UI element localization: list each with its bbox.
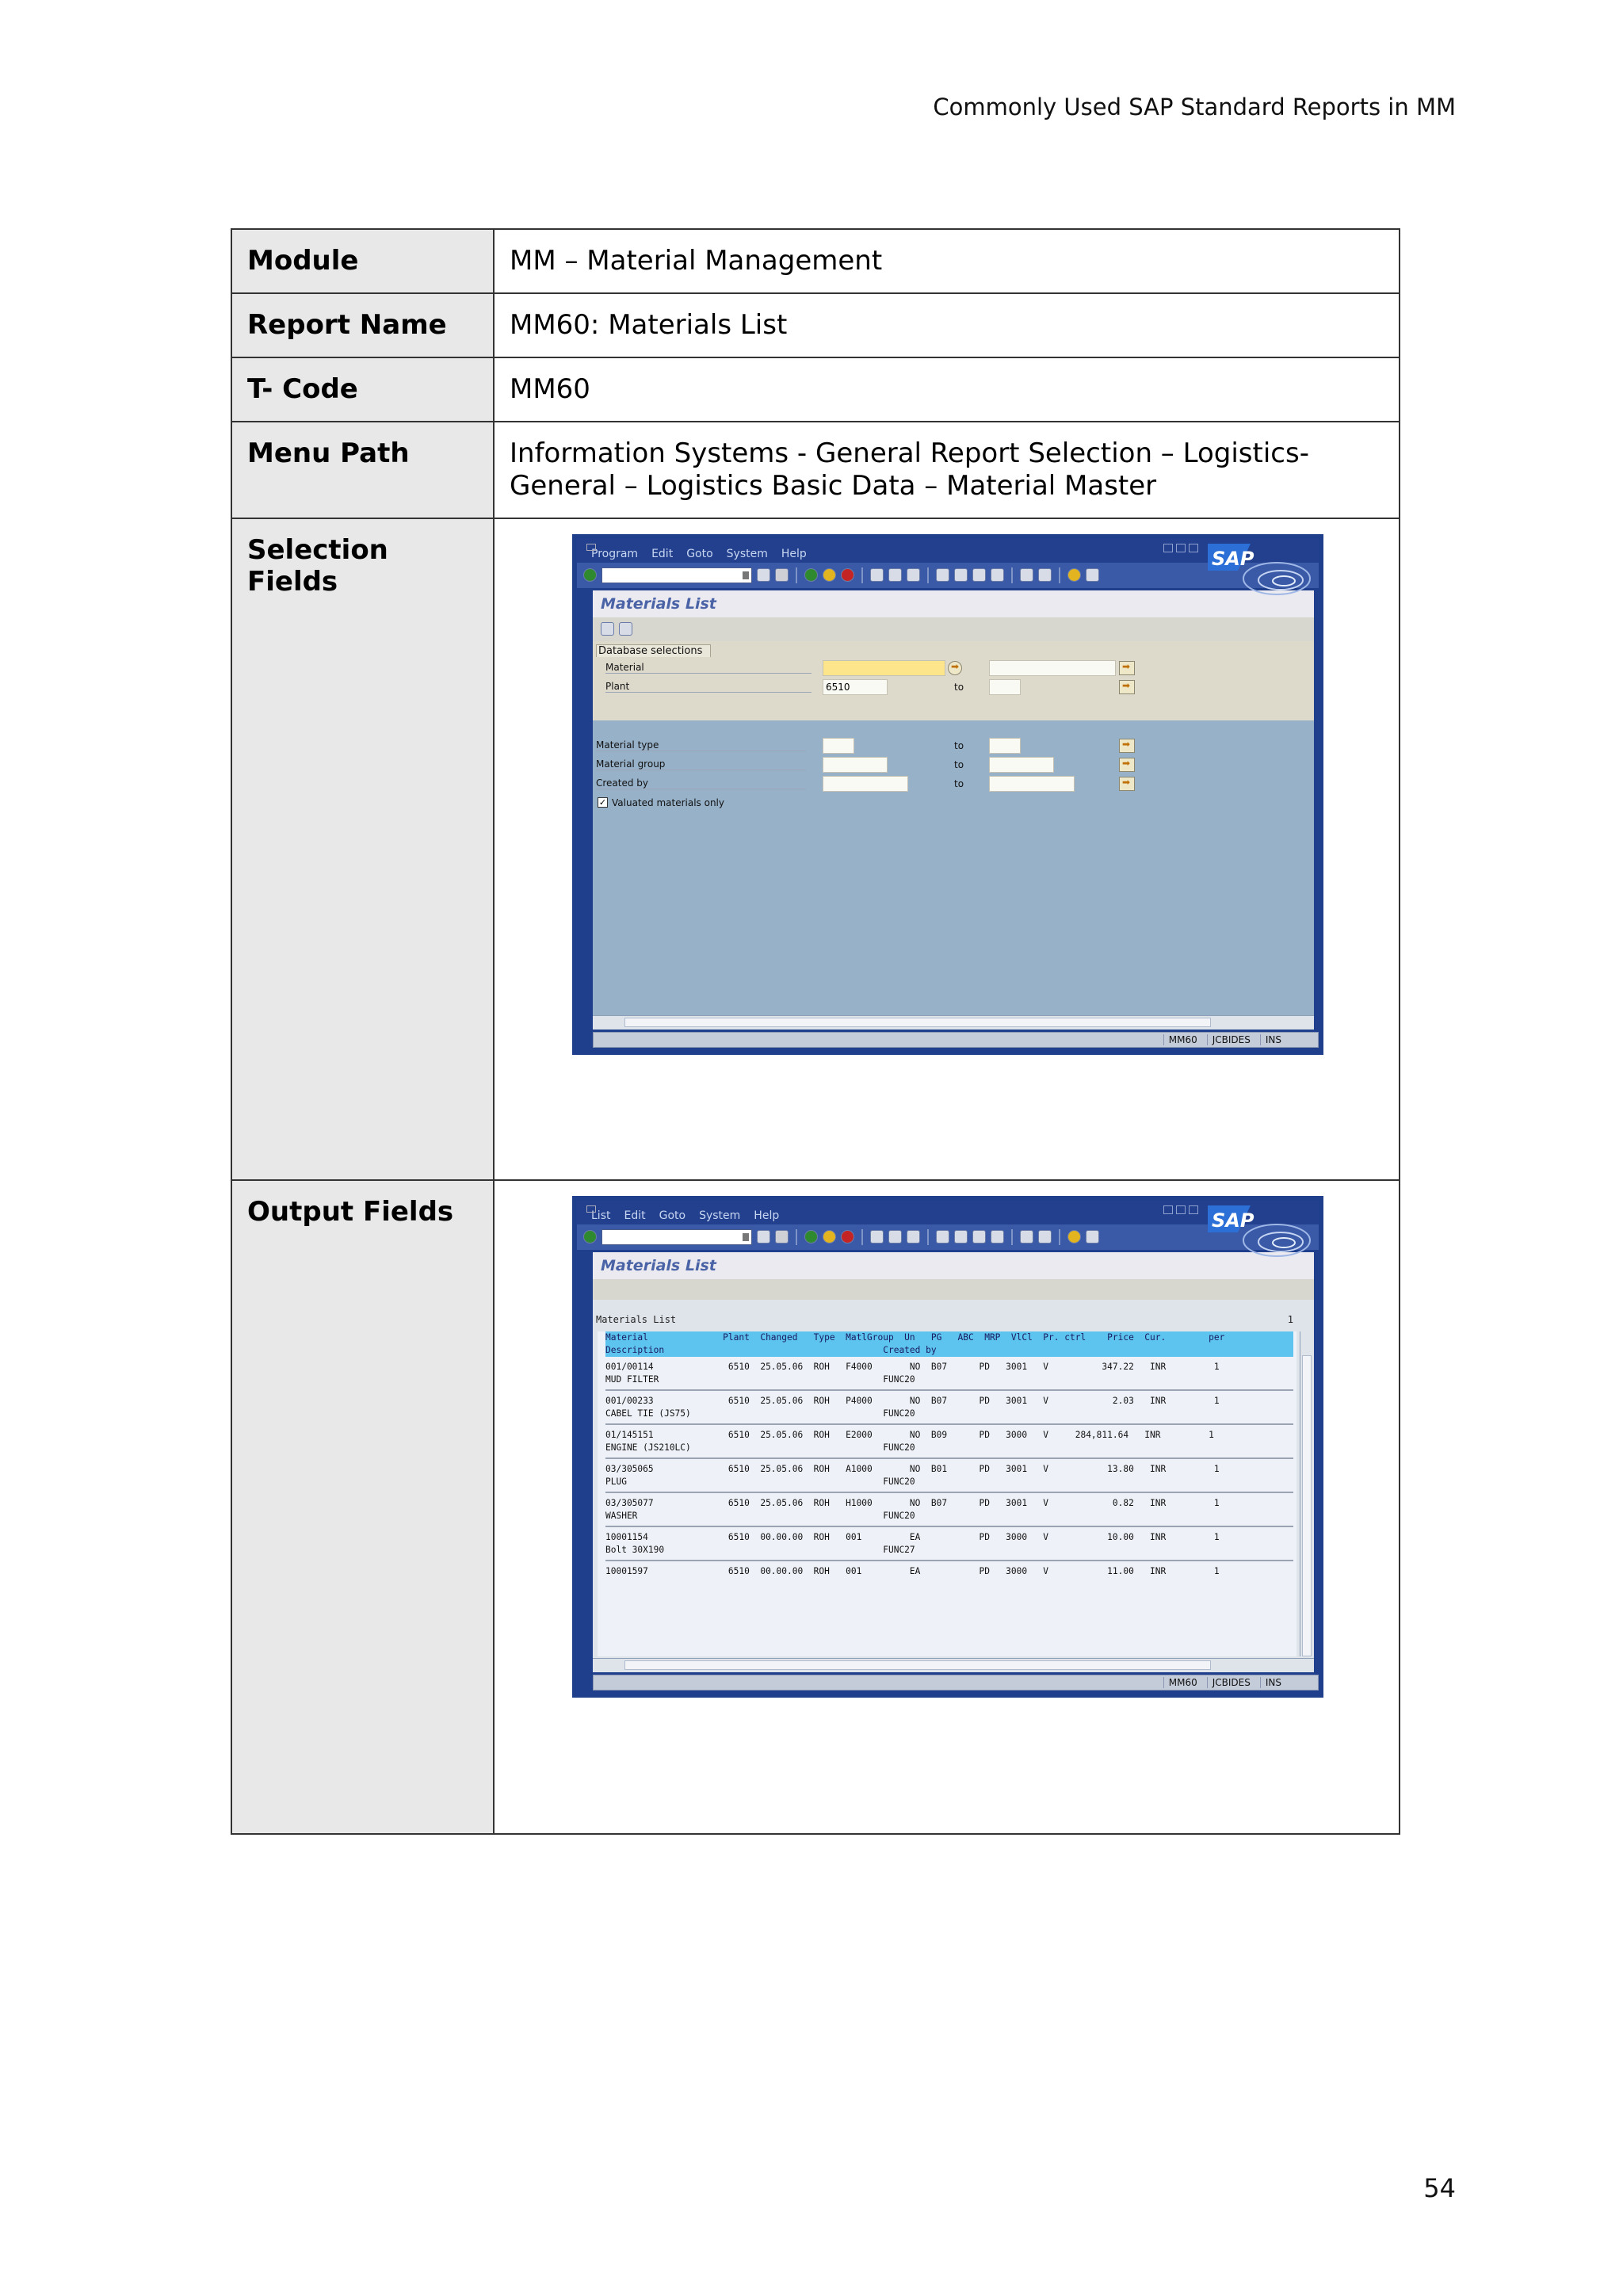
find-icon[interactable]	[888, 1230, 902, 1244]
menu-edit[interactable]: Edit	[651, 547, 674, 560]
menu-system[interactable]: System	[699, 1209, 741, 1222]
horizontal-scrollbar[interactable]	[593, 1658, 1314, 1672]
status-bar	[577, 1030, 1319, 1050]
module-label: Module	[231, 229, 494, 293]
report-name-label: Report Name	[231, 293, 494, 357]
find-icon[interactable]	[888, 568, 902, 582]
next-page-icon[interactable]	[972, 1230, 986, 1244]
last-page-icon[interactable]	[991, 1230, 1004, 1244]
screen-title: Materials List	[593, 1252, 1314, 1279]
list-page-number: 1	[1287, 1313, 1293, 1325]
material-to-input[interactable]	[989, 660, 1116, 676]
status-mode: INS	[1260, 1677, 1286, 1688]
close-window-icon[interactable]	[1189, 1205, 1198, 1214]
valuated-only-checkbox[interactable]: ✓	[598, 797, 607, 808]
output-screenshot-cell	[494, 1180, 1400, 1834]
window-icon	[586, 544, 596, 551]
status-info	[593, 1675, 1319, 1690]
shortcut-icon[interactable]	[1038, 1230, 1052, 1244]
created-by-to-input[interactable]	[989, 776, 1075, 792]
toolbar-separator	[1059, 567, 1060, 583]
scroll-thumb[interactable]	[1302, 1355, 1312, 1656]
menu-path-label: Menu Path	[231, 422, 494, 518]
list-item-line-2: ENGINE (JS210LC) FUNC20	[605, 1442, 915, 1453]
help-icon[interactable]	[1067, 568, 1081, 582]
screen-title: Materials List	[593, 590, 1314, 617]
list-item-line-2: WASHER FUNC20	[605, 1510, 915, 1521]
maximize-icon[interactable]	[1176, 544, 1186, 552]
status-user: JCBIDES	[1207, 1034, 1255, 1045]
menu-goto[interactable]: Goto	[686, 547, 713, 560]
next-page-icon[interactable]	[972, 568, 986, 582]
toolbar-separator	[1011, 567, 1013, 583]
get-variant-icon[interactable]	[619, 622, 632, 636]
tcode-value: MM60	[494, 357, 1400, 422]
valuated-only-label: Valuated materials only	[612, 797, 724, 808]
list-item[interactable]	[605, 1493, 1293, 1527]
database-selections-group	[593, 641, 1314, 720]
back-arrow-icon[interactable]	[757, 568, 770, 582]
plant-multiple-selection-button[interactable]	[1119, 680, 1135, 694]
list-item[interactable]	[605, 1459, 1293, 1493]
list-title: Materials List	[596, 1313, 677, 1325]
last-page-icon[interactable]	[991, 568, 1004, 582]
material-row	[605, 660, 812, 676]
match-code-icon[interactable]	[948, 661, 962, 675]
status-user: JCBIDES	[1207, 1677, 1255, 1688]
first-page-icon[interactable]	[936, 1230, 949, 1244]
enter-icon[interactable]	[583, 1230, 597, 1244]
material-type-multiple-selection-button[interactable]	[1119, 739, 1135, 753]
maximize-icon[interactable]	[1176, 1205, 1186, 1214]
find-next-icon[interactable]	[907, 1230, 920, 1244]
list-header	[605, 1331, 1293, 1357]
plant-row	[605, 679, 812, 695]
material-from-input[interactable]	[823, 660, 945, 676]
list-title-row	[593, 1309, 1296, 1330]
execute-icon[interactable]	[601, 622, 614, 636]
new-session-icon[interactable]	[1020, 1230, 1033, 1244]
material-multiple-selection-button[interactable]	[1119, 661, 1135, 675]
selection-fields-label: Selection Fields	[231, 518, 494, 1180]
list-item[interactable]	[605, 1425, 1293, 1459]
list-item[interactable]	[605, 1357, 1293, 1391]
sap-logo-icon	[1201, 541, 1312, 604]
shortcut-icon[interactable]	[1038, 568, 1052, 582]
material-group-row	[596, 757, 806, 773]
command-field[interactable]	[601, 1229, 752, 1245]
material-type-to-label: to	[954, 739, 964, 751]
list-item-line-2: Bolt 30X190 FUNC27	[605, 1544, 915, 1555]
cancel-icon[interactable]	[841, 568, 854, 582]
list-item[interactable]	[605, 1391, 1293, 1425]
print-icon[interactable]	[870, 568, 884, 582]
material-type-to-input[interactable]	[989, 738, 1021, 754]
new-session-icon[interactable]	[1020, 568, 1033, 582]
created-by-to-label: to	[954, 777, 964, 789]
list-header-line-1: Material Plant Changed Type MatlGroup Un PG ABC MRP VlCl Pr. ctrl Price Cur. per	[605, 1331, 1225, 1343]
layout-menu-icon[interactable]	[1086, 568, 1099, 582]
list-item[interactable]	[605, 1561, 1293, 1581]
plant-label: Plant	[605, 681, 812, 693]
page-number: 54	[1423, 2173, 1456, 2203]
toolbar-separator	[1011, 1229, 1013, 1245]
toolbar-separator	[796, 1229, 797, 1245]
back-icon[interactable]	[804, 568, 818, 582]
find-next-icon[interactable]	[907, 568, 920, 582]
svg-text:SAP: SAP	[1212, 1209, 1254, 1232]
created-by-label: Created by	[596, 777, 806, 789]
status-bar	[577, 1672, 1319, 1693]
material-type-row	[596, 738, 806, 754]
command-field[interactable]	[601, 567, 752, 583]
output-fields-label: Output Fields	[231, 1180, 494, 1834]
plant-to-label: to	[954, 681, 964, 693]
exit-icon[interactable]	[823, 568, 836, 582]
material-group-multiple-selection-button[interactable]	[1119, 758, 1135, 772]
list-item-line-1: 10001154 6510 00.00.00 ROH 001 EA PD 3000 V 10.00 INR 1	[605, 1531, 1220, 1542]
scroll-thumb[interactable]	[624, 1660, 1211, 1670]
report-name-value: MM60: Materials List	[494, 293, 1400, 357]
group-title: Database selections	[596, 644, 711, 657]
save-icon[interactable]	[775, 568, 789, 582]
plant-from-input[interactable]: 6510	[823, 679, 888, 695]
toolbar-separator	[796, 567, 797, 583]
status-tcode: MM60	[1163, 1677, 1202, 1688]
list-item-line-2: PLUG FUNC20	[605, 1476, 915, 1487]
back-arrow-icon[interactable]	[757, 1230, 770, 1244]
window-controls	[1163, 544, 1198, 552]
sap-logo-icon	[1201, 1202, 1312, 1266]
previous-page-icon[interactable]	[954, 1230, 968, 1244]
layout-menu-icon[interactable]	[1086, 1230, 1099, 1244]
enter-icon[interactable]	[583, 568, 597, 582]
plant-to-input[interactable]	[989, 679, 1021, 695]
toolbar-separator	[1059, 1229, 1060, 1245]
list-item-line-1: 10001597 6510 00.00.00 ROH 001 EA PD 3000 V 11.00 INR 1	[605, 1565, 1220, 1576]
menu-path-value: Information Systems - General Report Selection – Logistics-General – Logistics Basic Data – Material Master	[494, 422, 1400, 518]
toolbar-separator	[861, 1229, 863, 1245]
scroll-thumb[interactable]	[624, 1018, 1211, 1027]
list-item-line-1: 03/305077 6510 25.05.06 ROH H1000 NO B07 PD 3001 V 0.82 INR 1	[605, 1497, 1220, 1508]
created-by-from-input[interactable]	[823, 776, 908, 792]
list-item[interactable]	[605, 1527, 1293, 1561]
status-mode: INS	[1260, 1034, 1286, 1045]
save-icon[interactable]	[775, 1230, 789, 1244]
application-toolbar	[593, 617, 1314, 641]
menu-help[interactable]: Help	[754, 1209, 780, 1222]
list-item-line-1: 001/00233 6510 25.05.06 ROH P4000 NO B07 PD 3001 V 2.03 INR 1	[605, 1395, 1220, 1406]
sap-output-window	[572, 1196, 1323, 1698]
menu-system[interactable]: System	[726, 547, 768, 560]
back-icon[interactable]	[804, 1230, 818, 1244]
horizontal-scrollbar[interactable]	[593, 1015, 1314, 1030]
material-type-from-input[interactable]	[823, 738, 854, 754]
material-group-label: Material group	[596, 758, 806, 770]
window-controls	[1163, 1205, 1198, 1214]
cancel-icon[interactable]	[841, 1230, 854, 1244]
selection-screenshot-cell	[494, 518, 1400, 1180]
material-group-to-label: to	[954, 758, 964, 770]
selection-screen	[593, 641, 1314, 1030]
list-content	[605, 1331, 1293, 1581]
menu-program[interactable]: Program	[591, 547, 639, 560]
menu-bar	[577, 1201, 1319, 1232]
material-group-to-input[interactable]	[989, 757, 1054, 773]
created-by-multiple-selection-button[interactable]	[1119, 777, 1135, 791]
report-table	[231, 228, 1400, 1835]
close-window-icon[interactable]	[1189, 544, 1198, 552]
toolbar-separator	[861, 567, 863, 583]
list-item-line-1: 03/305065 6510 25.05.06 ROH A1000 NO B01 PD 3001 V 13.80 INR 1	[605, 1463, 1220, 1474]
module-value: MM – Material Management	[494, 229, 1400, 293]
print-icon[interactable]	[870, 1230, 884, 1244]
tcode-label: T- Code	[231, 357, 494, 422]
svg-text:SAP: SAP	[1212, 547, 1254, 570]
list-header-line-2: Description Created by	[605, 1344, 937, 1355]
toolbar-separator	[927, 1229, 929, 1245]
application-toolbar	[593, 1279, 1314, 1300]
material-group-from-input[interactable]	[823, 757, 888, 773]
menu-bar	[577, 539, 1319, 570]
list-screen	[593, 1300, 1314, 1672]
list-item-line-1: 01/145151 6510 25.05.06 ROH E2000 NO B09 PD 3000 V 284,811.64 INR 1	[605, 1429, 1214, 1440]
material-type-label: Material type	[596, 739, 806, 751]
menu-edit[interactable]: Edit	[624, 1209, 646, 1222]
material-label: Material	[605, 662, 812, 674]
first-page-icon[interactable]	[936, 568, 949, 582]
sap-selection-window	[572, 534, 1323, 1055]
list-item-line-2: MUD FILTER FUNC20	[605, 1373, 915, 1385]
status-tcode: MM60	[1163, 1034, 1202, 1045]
minimize-icon[interactable]	[1163, 1205, 1173, 1214]
previous-page-icon[interactable]	[954, 568, 968, 582]
menu-list[interactable]: List	[591, 1209, 611, 1222]
menu-goto[interactable]: Goto	[659, 1209, 686, 1222]
list-item-line-2: CABEL TIE (JS75) FUNC20	[605, 1408, 915, 1419]
menu-help[interactable]: Help	[781, 547, 807, 560]
list-item-line-1: 001/00114 6510 25.05.06 ROH F4000 NO B07 PD 3001 V 347.22 INR 1	[605, 1361, 1220, 1372]
created-by-row	[596, 776, 806, 792]
status-info	[593, 1032, 1319, 1048]
help-icon[interactable]	[1067, 1230, 1081, 1244]
exit-icon[interactable]	[823, 1230, 836, 1244]
page-header: Commonly Used SAP Standard Reports in MM	[933, 94, 1456, 120]
minimize-icon[interactable]	[1163, 544, 1173, 552]
window-icon	[586, 1205, 596, 1213]
toolbar-separator	[927, 567, 929, 583]
vertical-scrollbar[interactable]	[1300, 1331, 1314, 1656]
materials-list	[598, 1331, 1296, 1656]
